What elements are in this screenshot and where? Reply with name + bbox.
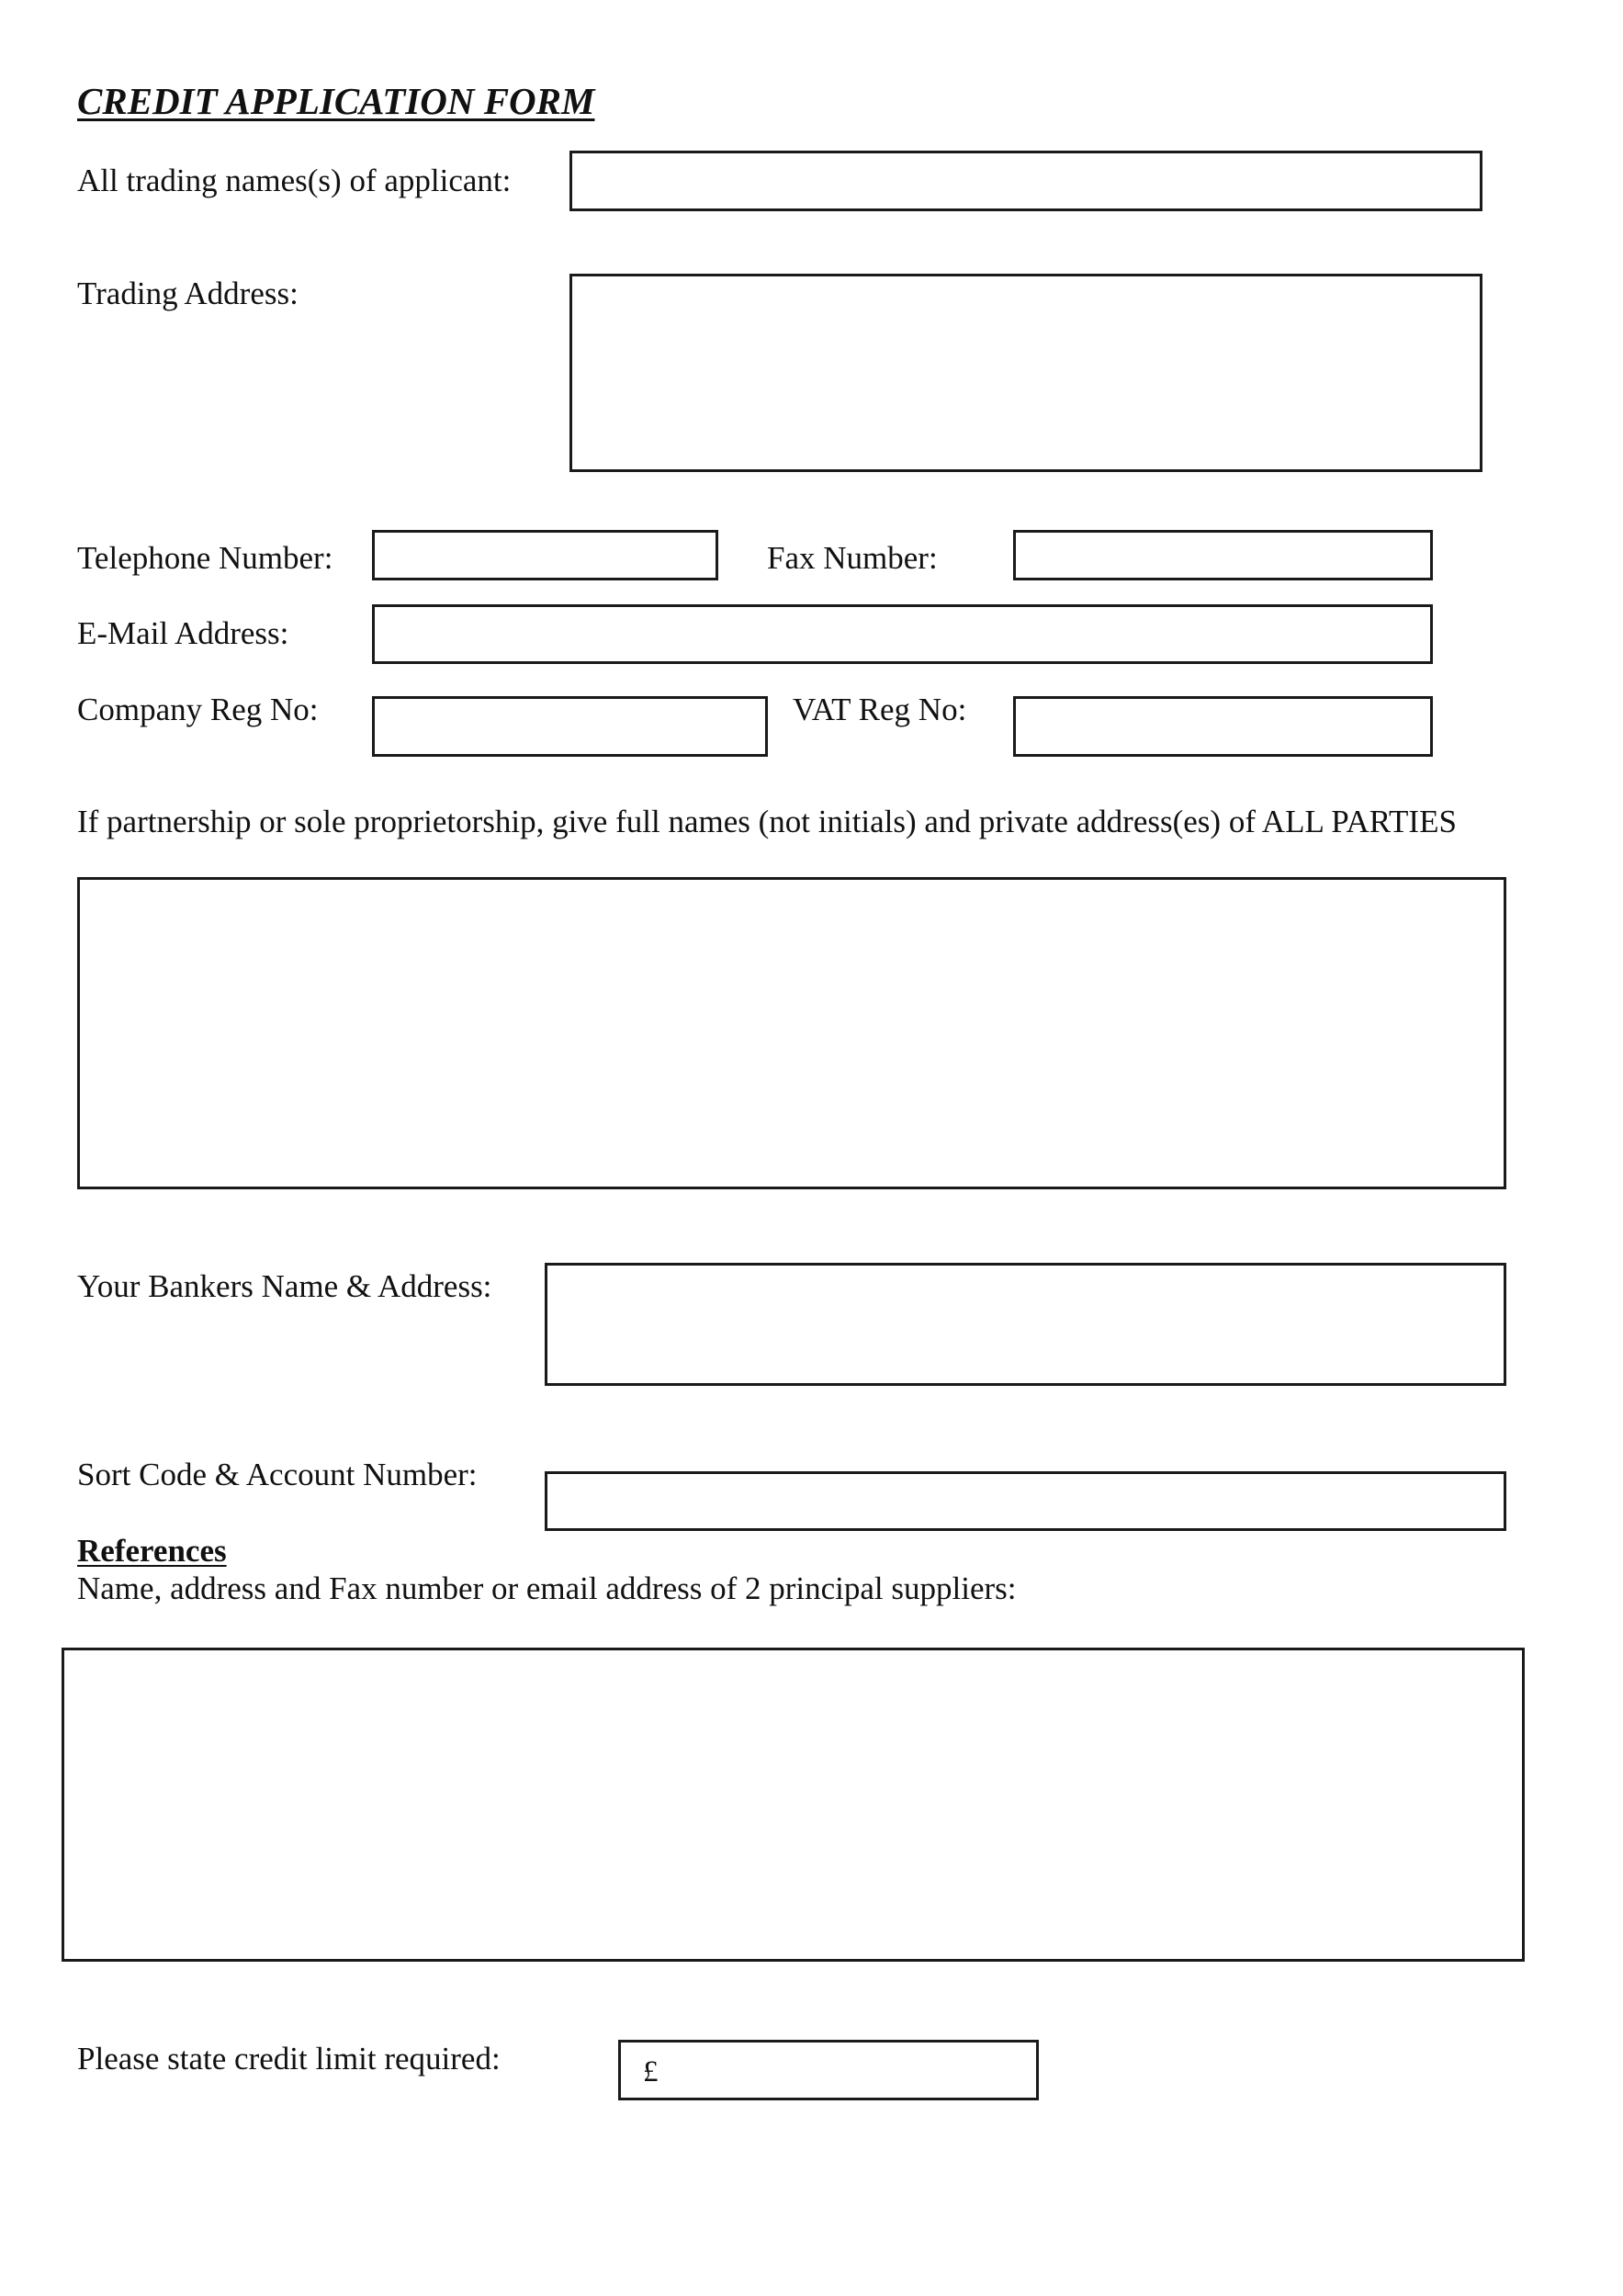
vat-reg-field[interactable] <box>1013 696 1433 757</box>
references-field[interactable] <box>62 1648 1525 1962</box>
sort-code-field[interactable] <box>545 1471 1506 1531</box>
company-reg-field[interactable] <box>372 696 768 757</box>
trading-names-label: All trading names(s) of applicant: <box>77 163 512 198</box>
references-instructions: Name, address and Fax number or email address of 2 principal suppliers: <box>77 1570 1017 1606</box>
currency-symbol: £ <box>643 2055 659 2088</box>
partnership-parties-field[interactable] <box>77 877 1506 1189</box>
email-label: E-Mail Address: <box>77 615 289 651</box>
credit-limit-field[interactable] <box>618 2040 1039 2100</box>
sort-code-label: Sort Code & Account Number: <box>77 1457 478 1492</box>
credit-limit-label: Please state credit limit required: <box>77 2041 501 2077</box>
references-heading: References <box>77 1533 227 1569</box>
fax-field[interactable] <box>1013 530 1433 580</box>
bankers-field[interactable] <box>545 1263 1506 1386</box>
fax-label: Fax Number: <box>767 540 938 576</box>
vat-reg-label: VAT Reg No: <box>793 692 967 727</box>
email-field[interactable] <box>372 604 1433 664</box>
trading-address-field[interactable] <box>569 274 1482 472</box>
telephone-label: Telephone Number: <box>77 540 333 576</box>
trading-names-field[interactable] <box>569 151 1482 211</box>
trading-address-label: Trading Address: <box>77 276 299 311</box>
company-reg-label: Company Reg No: <box>77 692 319 727</box>
telephone-field[interactable] <box>372 530 718 580</box>
form-title: CREDIT APPLICATION FORM <box>77 80 595 122</box>
bankers-label: Your Bankers Name & Address: <box>77 1268 492 1304</box>
partnership-instructions: If partnership or sole proprietorship, give full names (not initials) and private address(es) of ALL PARTIES <box>77 804 1457 839</box>
